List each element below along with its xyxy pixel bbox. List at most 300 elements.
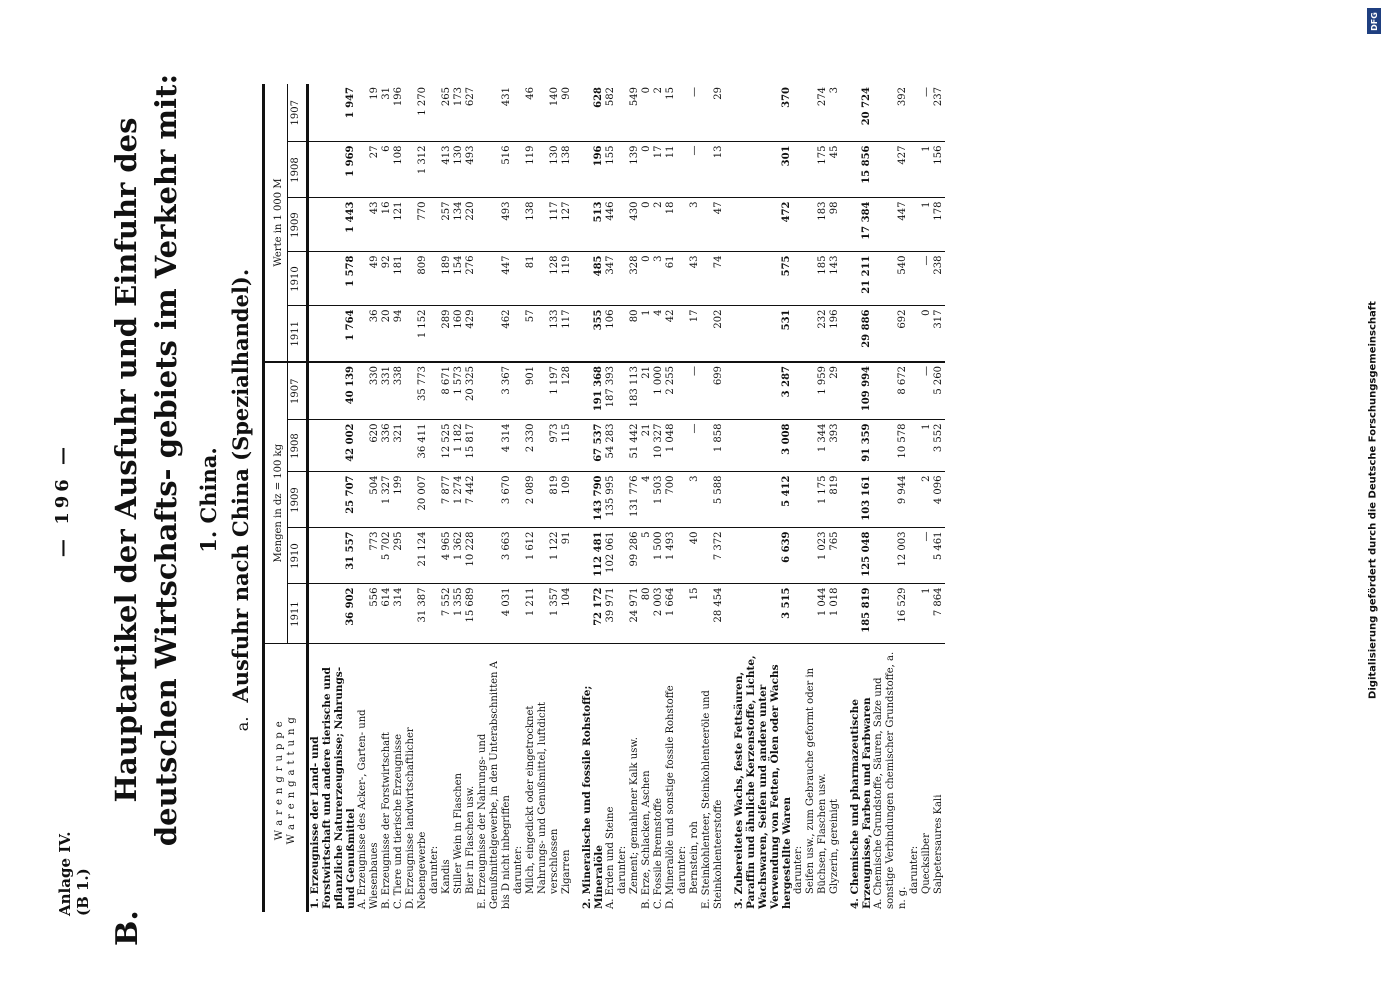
mengen-cell: 1 000 xyxy=(653,362,665,420)
mengen-cell: 3 515 xyxy=(733,584,793,644)
mengen-cell: 104 xyxy=(561,584,573,644)
mengen-cell: 109 xyxy=(561,472,573,528)
werte-cell: 427 xyxy=(873,142,909,198)
row-label: Nahrungs- und Genußmittel, luftdicht verschlossen xyxy=(537,701,560,894)
werte-cell: 21 211 xyxy=(849,252,873,306)
mengen-cell xyxy=(677,420,689,472)
werte-cell: 155 xyxy=(605,142,617,198)
table-row xyxy=(617,84,629,912)
mengen-cell: 7 372 xyxy=(701,528,725,584)
mengen-cell: 8 671 xyxy=(441,362,453,420)
werte-cell: 74 xyxy=(701,252,725,306)
mengen-cell: 1 023 xyxy=(805,528,829,584)
table-row xyxy=(357,84,381,912)
mengen-cell xyxy=(793,528,805,584)
mengen-cell: 614 xyxy=(381,584,393,644)
werte-cell: 0 xyxy=(641,198,653,252)
werte-cell: 531 xyxy=(733,306,793,362)
mengen-cell: 1 182 xyxy=(453,420,465,472)
werte-cell xyxy=(909,306,921,362)
mengen-cell: 40 xyxy=(689,528,701,584)
mengen-cell: 3 287 xyxy=(733,362,793,420)
werte-cell: 355 xyxy=(581,306,605,362)
mengen-cell: 20 325 xyxy=(465,362,477,420)
column-header-werte: Werte in 1 000 M xyxy=(264,84,288,362)
werte-cell: 156 xyxy=(933,142,945,198)
werte-cell: 1 969 xyxy=(308,142,358,198)
mengen-cell: 109 994 xyxy=(849,362,873,420)
werte-cell: 17 xyxy=(689,306,701,362)
table-row xyxy=(641,84,653,912)
mengen-cell: 29 xyxy=(829,362,841,420)
mengen-cell: 2 089 xyxy=(525,472,537,528)
mengen-cell: 1 211 xyxy=(525,584,537,644)
mengen-cell: 4 xyxy=(641,472,653,528)
mengen-cell xyxy=(429,420,441,472)
row-label: Bier in Flaschen usw. xyxy=(465,785,476,894)
column-header-goods xyxy=(264,644,308,912)
mengen-cell: 1 197 xyxy=(537,362,561,420)
spacer-row xyxy=(573,84,581,912)
mengen-cell: 1 274 xyxy=(453,472,465,528)
werte-cell: 3 xyxy=(829,84,841,142)
row-label: darunter: xyxy=(513,845,524,894)
annex-line-2: (B 1.) xyxy=(74,868,92,916)
werte-cell: 43 xyxy=(689,252,701,306)
werte-cell: 31 xyxy=(381,84,393,142)
mengen-cell: 143 790 xyxy=(581,472,605,528)
werte-cell: 575 xyxy=(733,252,793,306)
mengen-cell: 4 965 xyxy=(441,528,453,584)
mengen-cell xyxy=(793,420,805,472)
mengen-cell: 1 503 xyxy=(653,472,665,528)
werte-cell: 0 xyxy=(641,84,653,142)
row-label: Zigarren xyxy=(561,849,572,894)
table-row xyxy=(665,84,677,912)
mengen-cell: 773 xyxy=(357,528,381,584)
mengen-cell: 80 xyxy=(641,584,653,644)
mengen-cell xyxy=(677,472,689,528)
table-row xyxy=(453,84,465,912)
row-label: Stiller Wein in Flaschen xyxy=(453,773,464,894)
werte-cell: 185 xyxy=(805,252,829,306)
spacer-row xyxy=(725,84,733,912)
section-letter: B. xyxy=(110,910,145,946)
werte-cell: 80 xyxy=(629,306,641,362)
werte-cell: 29 886 xyxy=(849,306,873,362)
werte-cell: 42 xyxy=(665,306,677,362)
werte-cell: — xyxy=(689,142,701,198)
mengen-cell: 199 xyxy=(393,472,405,528)
mengen-cell: 1 573 xyxy=(453,362,465,420)
mengen-cell: 91 xyxy=(561,528,573,584)
table-row xyxy=(873,84,909,912)
werte-cell: 13 xyxy=(701,142,725,198)
table-row xyxy=(689,84,701,912)
mengen-cell: 1 664 xyxy=(665,584,677,644)
mengen-cell: 102 061 xyxy=(605,528,617,584)
mengen-cell: 295 xyxy=(393,528,405,584)
row-label: 3. Zubereitetes Wachs, feste Fettsäuren, Paraffin und ähnliche Kerzenstoffe, Lichte, Wachswaren, Seifen und andere unter Verwendung von Fetten, Ölen oder Wachs hergestellte Waren xyxy=(733,655,793,909)
row-label: 1. Erzeugnisse der Land- und Forstwirtschaft und andere tierische und pflanzliche Naturerzeugnisse; Nahrungs- und Genußmittel xyxy=(309,666,357,909)
row-label: B. Erzeugnisse der Forstwirtschaft xyxy=(381,732,392,909)
mengen-cell: 2 330 xyxy=(525,420,537,472)
werte-cell: 628 xyxy=(581,84,605,142)
row-label: Milch, eingedickt oder eingetrocknet xyxy=(525,705,536,894)
werte-cell: 1 xyxy=(921,198,933,252)
mengen-cell xyxy=(429,472,441,528)
mengen-cell: 819 xyxy=(537,472,561,528)
row-label: darunter: xyxy=(617,845,628,894)
mengen-cell xyxy=(617,584,629,644)
mengen-cell: — xyxy=(921,362,933,420)
mengen-cell: 21 124 xyxy=(405,528,429,584)
werte-cell: 154 xyxy=(453,252,465,306)
mengen-cell: 7 552 xyxy=(441,584,453,644)
werte-cell: 513 xyxy=(581,198,605,252)
row-label: Bernstein, roh xyxy=(689,821,700,894)
werte-cell xyxy=(429,142,441,198)
mengen-cell: 2 xyxy=(921,472,933,528)
werte-cell: 128 xyxy=(537,252,561,306)
mengen-cell: 338 xyxy=(393,362,405,420)
werte-cell: 2 xyxy=(653,198,665,252)
trade-table xyxy=(262,84,945,912)
mengen-cell: 336 xyxy=(381,420,393,472)
mengen-cell: 4 096 xyxy=(933,472,945,528)
werte-cell: 178 xyxy=(933,198,945,252)
mengen-cell: 314 xyxy=(393,584,405,644)
werte-cell: 49 xyxy=(357,252,381,306)
werte-cell xyxy=(909,84,921,142)
werte-cell xyxy=(909,198,921,252)
werte-cell: 140 xyxy=(537,84,561,142)
mengen-cell: 7 442 xyxy=(465,472,477,528)
mengen-cell: 3 xyxy=(689,472,701,528)
table-row xyxy=(829,84,841,912)
werte-cell: 0 xyxy=(641,142,653,198)
mengen-cell: 135 995 xyxy=(605,472,617,528)
mengen-cell: 3 367 xyxy=(477,362,513,420)
spacer-row xyxy=(841,84,849,912)
werte-cell: 130 xyxy=(453,142,465,198)
row-label: Kandis xyxy=(441,859,452,894)
mengen-year-header: 1907 xyxy=(288,362,308,420)
werte-cell: 108 xyxy=(393,142,405,198)
mengen-cell: 5 412 xyxy=(733,472,793,528)
werte-cell: 98 xyxy=(829,198,841,252)
werte-cell: 413 xyxy=(441,142,453,198)
mengen-cell xyxy=(513,420,525,472)
werte-cell: 1 270 xyxy=(405,84,429,142)
mengen-cell: 3 663 xyxy=(477,528,513,584)
werte-cell xyxy=(617,252,629,306)
table-row xyxy=(653,84,665,912)
mengen-cell: 700 xyxy=(665,472,677,528)
table-row xyxy=(701,84,725,912)
werte-cell: 106 xyxy=(605,306,617,362)
werte-cell: 301 xyxy=(733,142,793,198)
werte-cell: 370 xyxy=(733,84,793,142)
werte-cell xyxy=(677,306,689,362)
mengen-cell xyxy=(793,362,805,420)
mengen-cell: 191 368 xyxy=(581,362,605,420)
werte-cell: 6 xyxy=(381,142,393,198)
mengen-cell: 7 877 xyxy=(441,472,453,528)
werte-cell: 94 xyxy=(393,306,405,362)
mengen-cell: 36 411 xyxy=(405,420,429,472)
mengen-cell: 7 864 xyxy=(933,584,945,644)
werte-cell: 81 xyxy=(525,252,537,306)
werte-cell: 430 xyxy=(629,198,641,252)
werte-cell: 392 xyxy=(873,84,909,142)
mengen-cell xyxy=(513,528,525,584)
werte-cell xyxy=(617,306,629,362)
werte-cell xyxy=(909,142,921,198)
werte-cell xyxy=(617,142,629,198)
mengen-cell: 51 442 xyxy=(629,420,641,472)
werte-cell xyxy=(793,198,805,252)
country-heading: 1. China. xyxy=(196,447,221,553)
row-label: Seifen usw., zum Gebrauche geformt oder in Büchsen, Flaschen usw. xyxy=(805,667,828,894)
werte-cell: 582 xyxy=(605,84,617,142)
werte-cell: 1 443 xyxy=(308,198,358,252)
table-row xyxy=(629,84,641,912)
mengen-cell: 5 xyxy=(641,528,653,584)
mengen-cell: 4 314 xyxy=(477,420,513,472)
werte-cell: 143 xyxy=(829,252,841,306)
mengen-cell: 1 044 xyxy=(805,584,829,644)
werte-cell: — xyxy=(921,252,933,306)
werte-cell xyxy=(793,142,805,198)
mengen-cell: 819 xyxy=(829,472,841,528)
table-row xyxy=(793,84,805,912)
werte-cell: 317 xyxy=(933,306,945,362)
werte-cell: — xyxy=(689,84,701,142)
table-row xyxy=(537,84,561,912)
mengen-cell: 115 xyxy=(561,420,573,472)
werte-cell: 446 xyxy=(605,198,617,252)
table-row xyxy=(805,84,829,912)
werte-cell: 429 xyxy=(465,306,477,362)
werte-cell: 20 724 xyxy=(849,84,873,142)
mengen-year-header: 1909 xyxy=(288,472,308,528)
row-label: darunter: xyxy=(909,845,920,894)
werte-cell: 447 xyxy=(477,252,513,306)
row-label: darunter: xyxy=(429,845,440,894)
row-label: darunter: xyxy=(677,845,688,894)
werte-cell: 127 xyxy=(561,198,573,252)
werte-cell xyxy=(793,252,805,306)
werte-cell: 0 xyxy=(641,252,653,306)
werte-cell xyxy=(793,306,805,362)
werte-cell: 472 xyxy=(733,198,793,252)
werte-cell xyxy=(513,252,525,306)
werte-cell xyxy=(909,252,921,306)
werte-cell: 61 xyxy=(665,252,677,306)
subsection-title: Ausfuhr nach China (Spezialhandel). xyxy=(228,268,253,703)
mengen-cell: 3 552 xyxy=(933,420,945,472)
werte-cell: 92 xyxy=(381,252,393,306)
werte-cell xyxy=(429,306,441,362)
mengen-cell: 40 139 xyxy=(308,362,358,420)
table-row xyxy=(477,84,513,912)
mengen-cell xyxy=(909,528,921,584)
mengen-cell: 24 971 xyxy=(629,584,641,644)
mengen-cell: 9 944 xyxy=(873,472,909,528)
werte-cell: 121 xyxy=(393,198,405,252)
werte-cell: 45 xyxy=(829,142,841,198)
werte-cell: 17 xyxy=(653,142,665,198)
mengen-cell: 330 xyxy=(357,362,381,420)
mengen-cell: — xyxy=(689,362,701,420)
werte-cell: 20 xyxy=(381,306,393,362)
row-label: Salpetersaures Kali xyxy=(933,794,944,894)
werte-cell: 257 xyxy=(441,198,453,252)
werte-cell: 139 xyxy=(629,142,641,198)
werte-cell: 43 xyxy=(357,198,381,252)
werte-cell: 3 xyxy=(653,252,665,306)
mengen-cell: 1 xyxy=(921,584,933,644)
mengen-cell: 31 387 xyxy=(405,584,429,644)
werte-cell: 431 xyxy=(477,84,513,142)
mengen-cell: 10 228 xyxy=(465,528,477,584)
mengen-cell: 504 xyxy=(357,472,381,528)
mengen-year-header: 1910 xyxy=(288,528,308,584)
mengen-cell: 128 xyxy=(561,362,573,420)
werte-cell: 11 xyxy=(665,142,677,198)
mengen-cell: 16 529 xyxy=(873,584,909,644)
werte-cell: 485 xyxy=(581,252,605,306)
mengen-cell xyxy=(513,584,525,644)
page-number: — 196 — xyxy=(52,442,73,558)
mengen-cell xyxy=(617,362,629,420)
mengen-cell: 556 xyxy=(357,584,381,644)
mengen-cell xyxy=(909,472,921,528)
werte-cell: 196 xyxy=(829,306,841,362)
dfg-logo xyxy=(1367,8,1381,34)
mengen-cell: 620 xyxy=(357,420,381,472)
row-label: E. Erzeugnisse der Nahrungs- und Genußmittelgewerbe, in den Unterabschnitten A bis D nicht inbegriffen xyxy=(477,661,512,909)
table-row xyxy=(605,84,617,912)
mengen-cell xyxy=(909,420,921,472)
werte-cell: 1 xyxy=(921,142,933,198)
mengen-cell: 699 xyxy=(701,362,725,420)
mengen-cell: 901 xyxy=(525,362,537,420)
mengen-cell: 187 393 xyxy=(605,362,617,420)
mengen-cell: 5 702 xyxy=(381,528,393,584)
werte-cell: 447 xyxy=(873,198,909,252)
mengen-cell xyxy=(429,362,441,420)
mengen-cell: 67 537 xyxy=(581,420,605,472)
mengen-cell xyxy=(617,420,629,472)
table-row xyxy=(525,84,537,912)
table-row xyxy=(393,84,405,912)
mengen-cell: 321 xyxy=(393,420,405,472)
mengen-cell: 91 359 xyxy=(849,420,873,472)
werte-cell: 1 152 xyxy=(405,306,429,362)
mengen-cell: 10 578 xyxy=(873,420,909,472)
table-row xyxy=(381,84,393,912)
digitization-note xyxy=(1363,0,1383,1000)
mengen-cell xyxy=(617,472,629,528)
mengen-cell xyxy=(677,362,689,420)
row-label: 2. Mineralische und fossile Rohstoffe; Mineralöle xyxy=(581,685,605,909)
mengen-cell: 1 175 xyxy=(805,472,829,528)
mengen-cell: 1 122 xyxy=(537,528,561,584)
werte-cell: 692 xyxy=(873,306,909,362)
werte-cell: 134 xyxy=(453,198,465,252)
mengen-cell: 12 003 xyxy=(873,528,909,584)
werte-cell: 1 312 xyxy=(405,142,429,198)
mengen-cell xyxy=(909,362,921,420)
table-row xyxy=(561,84,573,912)
werte-cell: 160 xyxy=(453,306,465,362)
werte-cell: 493 xyxy=(465,142,477,198)
mengen-cell: 112 481 xyxy=(581,528,605,584)
werte-cell: 138 xyxy=(525,198,537,252)
werte-cell: 289 xyxy=(441,306,453,362)
row-label: Glyzerin, gereinigt xyxy=(829,798,840,894)
werte-cell: 27 xyxy=(357,142,381,198)
werte-cell: 175 xyxy=(805,142,829,198)
row-label: B. Erze, Schlacken, Aschen xyxy=(641,770,652,909)
group-row xyxy=(308,84,358,912)
werte-cell: 19 xyxy=(357,84,381,142)
table-row xyxy=(465,84,477,912)
mengen-cell: 2 003 xyxy=(653,584,665,644)
digitization-note-text: Digitalisierung gefördert durch die Deutsche Forschungsgemeinschaft xyxy=(1367,301,1379,699)
werte-cell: 276 xyxy=(465,252,477,306)
mengen-cell: 5 260 xyxy=(933,362,945,420)
table-row xyxy=(513,84,525,912)
werte-cell: 232 xyxy=(805,306,829,362)
column-header-mengen: Mengen in dz = 100 kg xyxy=(264,362,288,644)
werte-cell: 462 xyxy=(477,306,513,362)
mengen-cell: 131 776 xyxy=(629,472,641,528)
werte-cell xyxy=(617,198,629,252)
group-row xyxy=(849,84,873,912)
row-label: D. Mineralöle und sonstige fossile Rohstoffe xyxy=(665,685,676,909)
table-row xyxy=(441,84,453,912)
row-label: C. Tiere und tierische Erzeugnisse xyxy=(393,733,404,909)
table-row xyxy=(933,84,945,912)
mengen-cell: — xyxy=(921,528,933,584)
werte-cell: 549 xyxy=(629,84,641,142)
row-label: darunter: xyxy=(793,845,804,894)
mengen-cell: 765 xyxy=(829,528,841,584)
mengen-cell xyxy=(677,584,689,644)
subsection-heading xyxy=(228,0,253,1000)
mengen-cell: — xyxy=(689,420,701,472)
werte-cell xyxy=(513,306,525,362)
row-label: A. Erden und Steine xyxy=(605,806,616,909)
table-row xyxy=(429,84,441,912)
werte-cell: 809 xyxy=(405,252,429,306)
werte-cell: 202 xyxy=(701,306,725,362)
mengen-year-header: 1908 xyxy=(288,420,308,472)
werte-cell: 2 xyxy=(653,84,665,142)
werte-cell: 1 947 xyxy=(308,84,358,142)
row-label: Quecksilber xyxy=(921,833,932,894)
werte-cell: 90 xyxy=(561,84,573,142)
werte-cell: 17 384 xyxy=(849,198,873,252)
werte-cell: 1 764 xyxy=(308,306,358,362)
mengen-cell xyxy=(793,472,805,528)
row-label: A. Chemische Grundstoffe, Säuren, Salze und sonstige Verbindungen chemischer Grundstoffe, a. n. g. xyxy=(873,651,908,909)
werte-cell: 770 xyxy=(405,198,429,252)
mengen-cell: 5 461 xyxy=(933,528,945,584)
